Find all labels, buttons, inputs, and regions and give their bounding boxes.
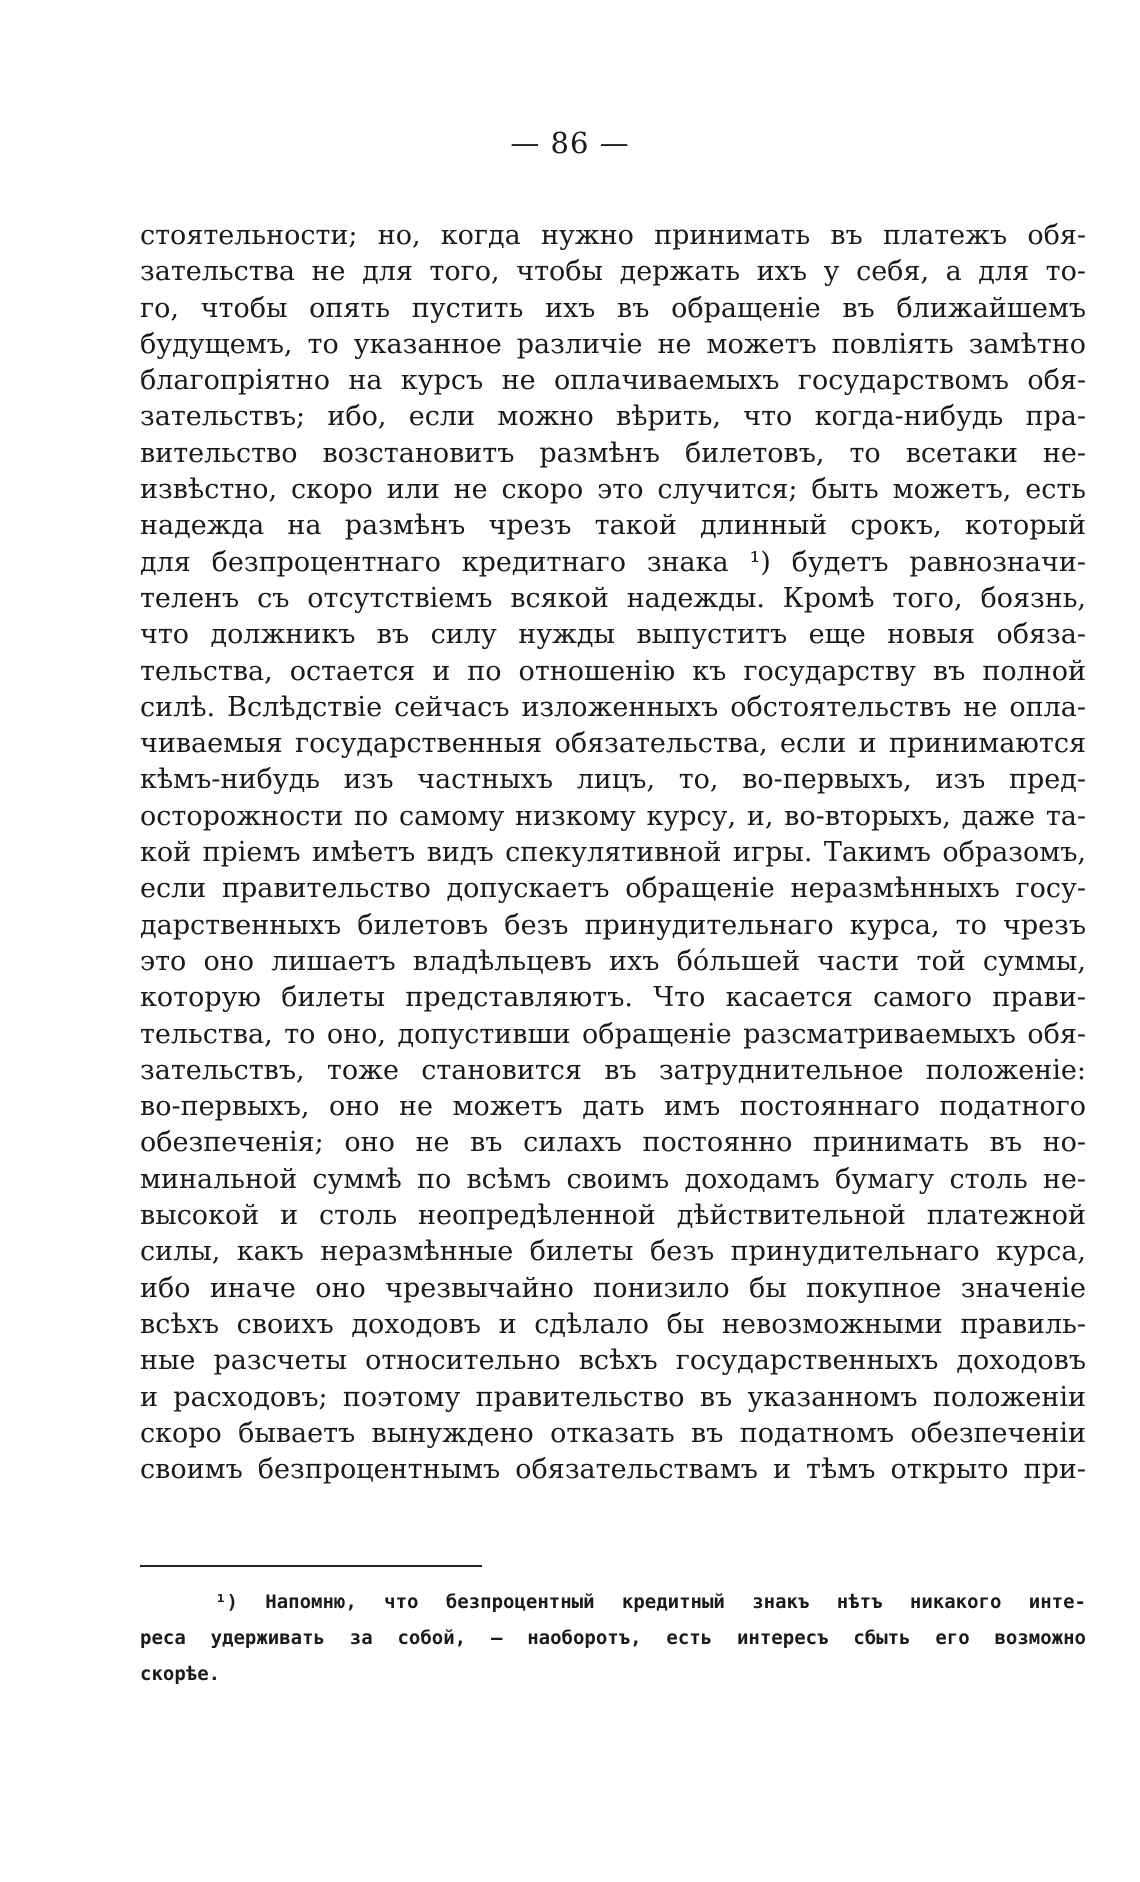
text-line: своимъ безпроцентнымъ обязательствамъ и тѣмъ открыто при- [140, 1454, 1086, 1486]
text-line: что должникъ въ силу нужды выпуститъ еще новыя обяза- [140, 619, 1086, 651]
text-line: осторожности по самому низкому курсу, и, во-вторыхъ, даже та- [140, 800, 1086, 832]
text-line: для безпроцентнаго кредитнаго знака ¹) будетъ равнозначи- [140, 546, 1086, 578]
text-line: силѣ. Вслѣдствіе сейчасъ изложенныхъ обстоятельствъ не опла- [140, 691, 1086, 723]
text-line: вительство возстановитъ размѣнъ билетовъ, то всетаки не- [140, 437, 1086, 469]
footnote-divider [140, 1565, 482, 1567]
text-line: это оно лишаетъ владѣльцевъ ихъ бóльшей части той суммы, [140, 945, 1086, 977]
text-line: чиваемыя государственныя обязательства, если и принимаются [140, 728, 1086, 760]
footnote [140, 1584, 1086, 1692]
footnote-line: ¹) Напомню, что безпроцентный кредитный знакъ нѣтъ никакого инте- [215, 1591, 1086, 1613]
text-line: всѣхъ своихъ доходовъ и сдѣлало бы невозможными правиль- [140, 1308, 1086, 1340]
text-line: кой пріемъ имѣетъ видъ спекулятивной игры. Такимъ образомъ, [140, 837, 1086, 869]
text-line: будущемъ, то указанное различіе не можетъ повліять замѣтно [140, 328, 1086, 360]
text-line: зательства не для того, чтобы держать ихъ у себя, а для то- [140, 256, 1086, 288]
text-line: ные разсчеты относительно всѣхъ государственныхъ доходовъ [140, 1345, 1086, 1377]
text-line: и расходовъ; поэтому правительство въ указанномъ положеніи [140, 1381, 1086, 1413]
text-line: стоятельности; но, когда нужно принимать въ платежъ обя- [140, 220, 1086, 251]
footnote-line: скорѣе. [140, 1663, 221, 1685]
text-line: тельства, остается и по отношенію къ государству въ полной [140, 655, 1086, 687]
text-line: если правительство допускаетъ обращеніе неразмѣнныхъ госу- [140, 873, 1086, 905]
text-line: которую билеты представляютъ. Что касается самого прави- [140, 982, 1086, 1014]
text-line: высокой и столь неопредѣленной дѣйствительной платежной [140, 1200, 1086, 1232]
text-line: ибо иначе оно чрезвычайно понизило бы покупное значеніе [140, 1272, 1086, 1304]
text-line: извѣстно, скоро или не скоро это случится; быть можетъ, есть [140, 474, 1086, 506]
page-number: — 86 — [510, 126, 630, 160]
body-text [140, 218, 1086, 1488]
text-line: силы, какъ неразмѣнные билеты безъ принудительнаго курса, [140, 1236, 1086, 1268]
text-line: обезпеченія; оно не въ силахъ постоянно принимать въ но- [140, 1127, 1086, 1159]
text-line: дарственныхъ билетовъ безъ принудительнаго курса, то чрезъ [140, 909, 1086, 941]
text-line: минальной суммѣ по всѣмъ своимъ доходамъ бумагу столь не- [140, 1163, 1086, 1195]
footnote-line: реса удерживать за собой, — наоборотъ, есть интересъ сбыть его возможно [140, 1627, 1086, 1649]
text-line: го, чтобы опять пустить ихъ въ обращеніе въ ближайшемъ [140, 292, 1086, 324]
text-line: тельства, то оно, допустивши обращеніе разсматриваемыхъ обя- [140, 1018, 1086, 1050]
text-line: благопріятно на курсъ не оплачиваемыхъ государствомъ обя- [140, 365, 1086, 397]
text-line: скоро бываетъ вынуждено отказать въ податномъ обезпеченіи [140, 1417, 1086, 1449]
text-line: зательствъ, тоже становится въ затруднительное положеніе: [140, 1054, 1086, 1086]
text-line: зательствъ; ибо, если можно вѣрить, что когда-нибудь пра- [140, 401, 1086, 433]
text-line: во-первыхъ, оно не можетъ дать имъ постояннаго податного [140, 1091, 1086, 1123]
text-line: кѣмъ-нибудь изъ частныхъ лицъ, то, во-первыхъ, изъ пред- [140, 764, 1086, 796]
text-line: теленъ съ отсутствіемъ всякой надежды. Кромѣ того, боязнь, [140, 582, 1086, 614]
text-line: надежда на размѣнъ чрезъ такой длинный срокъ, который [140, 510, 1086, 542]
